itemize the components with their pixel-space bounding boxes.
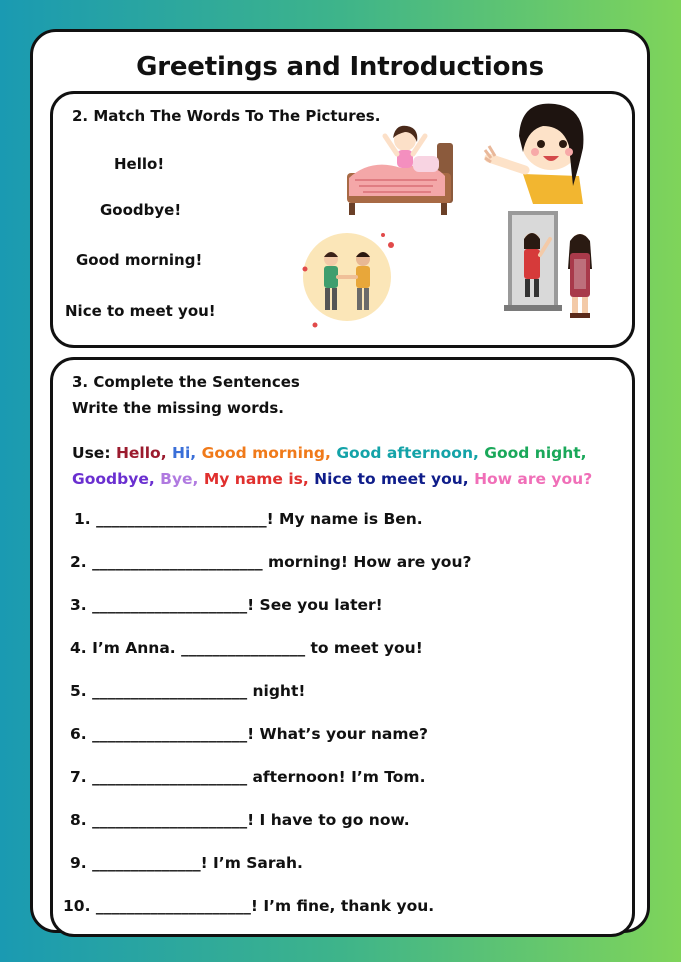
complete-instruction: Write the missing words. bbox=[72, 399, 284, 417]
word-bank-item: How are you? bbox=[474, 470, 593, 488]
word-bank-item: Bye, bbox=[160, 470, 199, 488]
girl-waving-picture[interactable] bbox=[483, 96, 593, 206]
word-bank-item: Good morning, bbox=[201, 444, 331, 462]
sentence-9[interactable]: 9. ______________! I’m Sarah. bbox=[70, 854, 303, 872]
handshake-picture[interactable] bbox=[301, 227, 397, 331]
complete-section bbox=[50, 357, 635, 937]
sentence-1[interactable]: 1. ______________________! My name is Ben. bbox=[74, 510, 423, 528]
sentence-7[interactable]: 7. ____________________ afternoon! I’m Tom. bbox=[70, 768, 426, 786]
sentence-5[interactable]: 5. ____________________ night! bbox=[70, 682, 306, 700]
sentence-2[interactable]: 2. ______________________ morning! How are you? bbox=[70, 553, 472, 571]
word-bank-item: My name is, bbox=[203, 470, 309, 488]
word-bank-item: Good night, bbox=[484, 444, 587, 462]
sentence-10[interactable]: 10. ____________________! I’m fine, thank you. bbox=[63, 897, 435, 915]
match-word-goodbye[interactable]: Goodbye! bbox=[100, 201, 182, 219]
word-bank-item: Nice to meet you, bbox=[314, 470, 469, 488]
word-bank-item: Hi, bbox=[172, 444, 197, 462]
sentence-4[interactable]: 4. I’m Anna. ________________ to meet you! bbox=[70, 639, 423, 657]
match-heading: 2. Match The Words To The Pictures. bbox=[72, 107, 381, 125]
sentence-8[interactable]: 8. ____________________! I have to go now. bbox=[70, 811, 410, 829]
word-bank-item: Good afternoon, bbox=[336, 444, 479, 462]
word-bank-item: Goodbye, bbox=[72, 470, 155, 488]
worksheet-card bbox=[30, 29, 650, 933]
match-word-nice-to-meet-you[interactable]: Nice to meet you! bbox=[65, 302, 216, 320]
complete-heading: 3. Complete the Sentences bbox=[72, 373, 300, 391]
word-bank-item: Hello, bbox=[115, 444, 167, 462]
page-title: Greetings and Introductions bbox=[136, 52, 544, 82]
word-bank-label: Use: bbox=[72, 444, 111, 462]
bed-waking-picture[interactable] bbox=[341, 118, 461, 220]
match-word-hello[interactable]: Hello! bbox=[114, 155, 165, 173]
sentence-6[interactable]: 6. ____________________! What’s your name? bbox=[70, 725, 429, 743]
word-bank bbox=[72, 440, 632, 492]
match-section bbox=[50, 91, 635, 348]
sentence-3[interactable]: 3. ____________________! See you later! bbox=[70, 596, 383, 614]
match-word-good-morning[interactable]: Good morning! bbox=[76, 251, 203, 269]
leaving-door-picture[interactable] bbox=[502, 209, 612, 327]
